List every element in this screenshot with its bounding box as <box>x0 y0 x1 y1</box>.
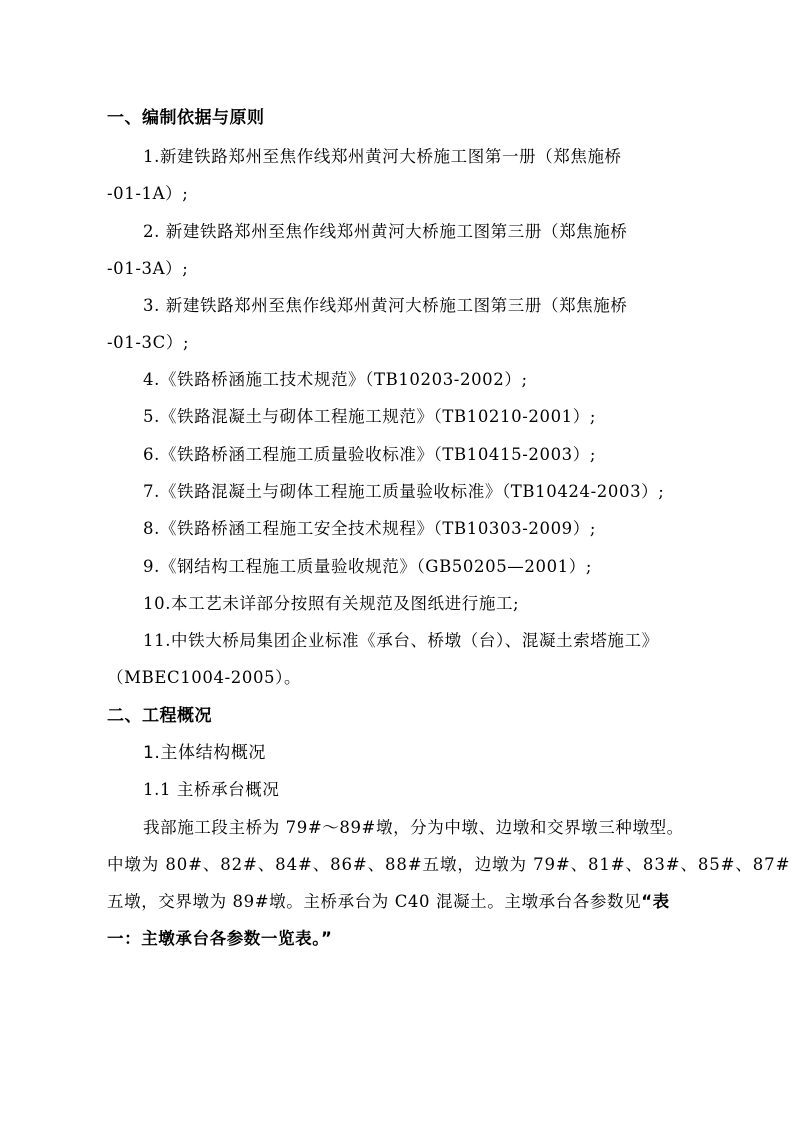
reference-item-7: 7.《铁路混凝土与砌体工程施工质量验收标准》（TB10424-2003）; <box>143 482 665 501</box>
reference-item-10: 10.本工艺未详部分按照有关规范及图纸进行施工; <box>143 594 520 613</box>
reference-item-11-line-1: 11.中铁大桥局集团企业标准《承台、桥墩（台）、混凝土索塔施工》 <box>143 631 659 650</box>
reference-item-11-line-2: （MBEC1004-2005）。 <box>107 668 302 687</box>
overview-paragraph-line-1: 我部施工段主桥为 79#～89#墩，分为中墩、边墩和交界墩三种墩型。 <box>143 818 684 837</box>
reference-item-8: 8.《铁路桥涵工程施工安全技术规程》（TB10303-2009）; <box>143 519 597 538</box>
reference-item-2-line-2: -01-3A）; <box>107 259 189 278</box>
overview-paragraph-line-3 <box>107 891 707 913</box>
section-1-heading: 一、编制依据与原则 <box>107 108 265 128</box>
reference-item-1-line-2: -01-1A）; <box>107 184 189 203</box>
reference-item-3-line-1: 3. 新建铁路郑州至焦作线郑州黄河大桥施工图第三册（郑焦施桥 <box>143 296 628 315</box>
overview-paragraph-line-3-text: 五墩，交界墩为 89#墩。主桥承台为 C40 混凝土。主墩承台各参数见 <box>107 892 642 911</box>
reference-item-3-line-2: -01-3C）; <box>107 333 190 352</box>
reference-item-9: 9.《钢结构工程施工质量验收规范》（GB50205—2001）; <box>143 557 593 576</box>
subsection-1-1-heading: 1.1 主桥承台概况 <box>143 780 280 799</box>
reference-item-2-line-1: 2. 新建铁路郑州至焦作线郑州黄河大桥施工图第三册（郑焦施桥 <box>143 222 628 241</box>
reference-item-1-line-1: 1.新建铁路郑州至焦作线郑州黄河大桥施工图第一册（郑焦施桥 <box>143 147 622 166</box>
table-reference-start: “表 <box>641 892 670 911</box>
table-reference-end: 一：主墩承台各参数一览表。” <box>107 929 333 948</box>
reference-item-6: 6.《铁路桥涵工程施工质量验收标准》（TB10415-2003）; <box>143 445 597 464</box>
reference-item-4: 4.《铁路桥涵施工技术规范》（TB10203-2002）; <box>143 370 528 389</box>
subsection-1-heading: 1.主体结构概况 <box>143 743 267 763</box>
overview-paragraph-line-2: 中墩为 80#、82#、84#、86#、88#五墩，边墩为 79#、81#、83#、85#、87# <box>107 855 791 874</box>
reference-item-5: 5.《铁路混凝土与砌体工程施工规范》（TB10210-2001）; <box>143 407 597 426</box>
section-2-heading: 二、工程概况 <box>107 706 212 726</box>
